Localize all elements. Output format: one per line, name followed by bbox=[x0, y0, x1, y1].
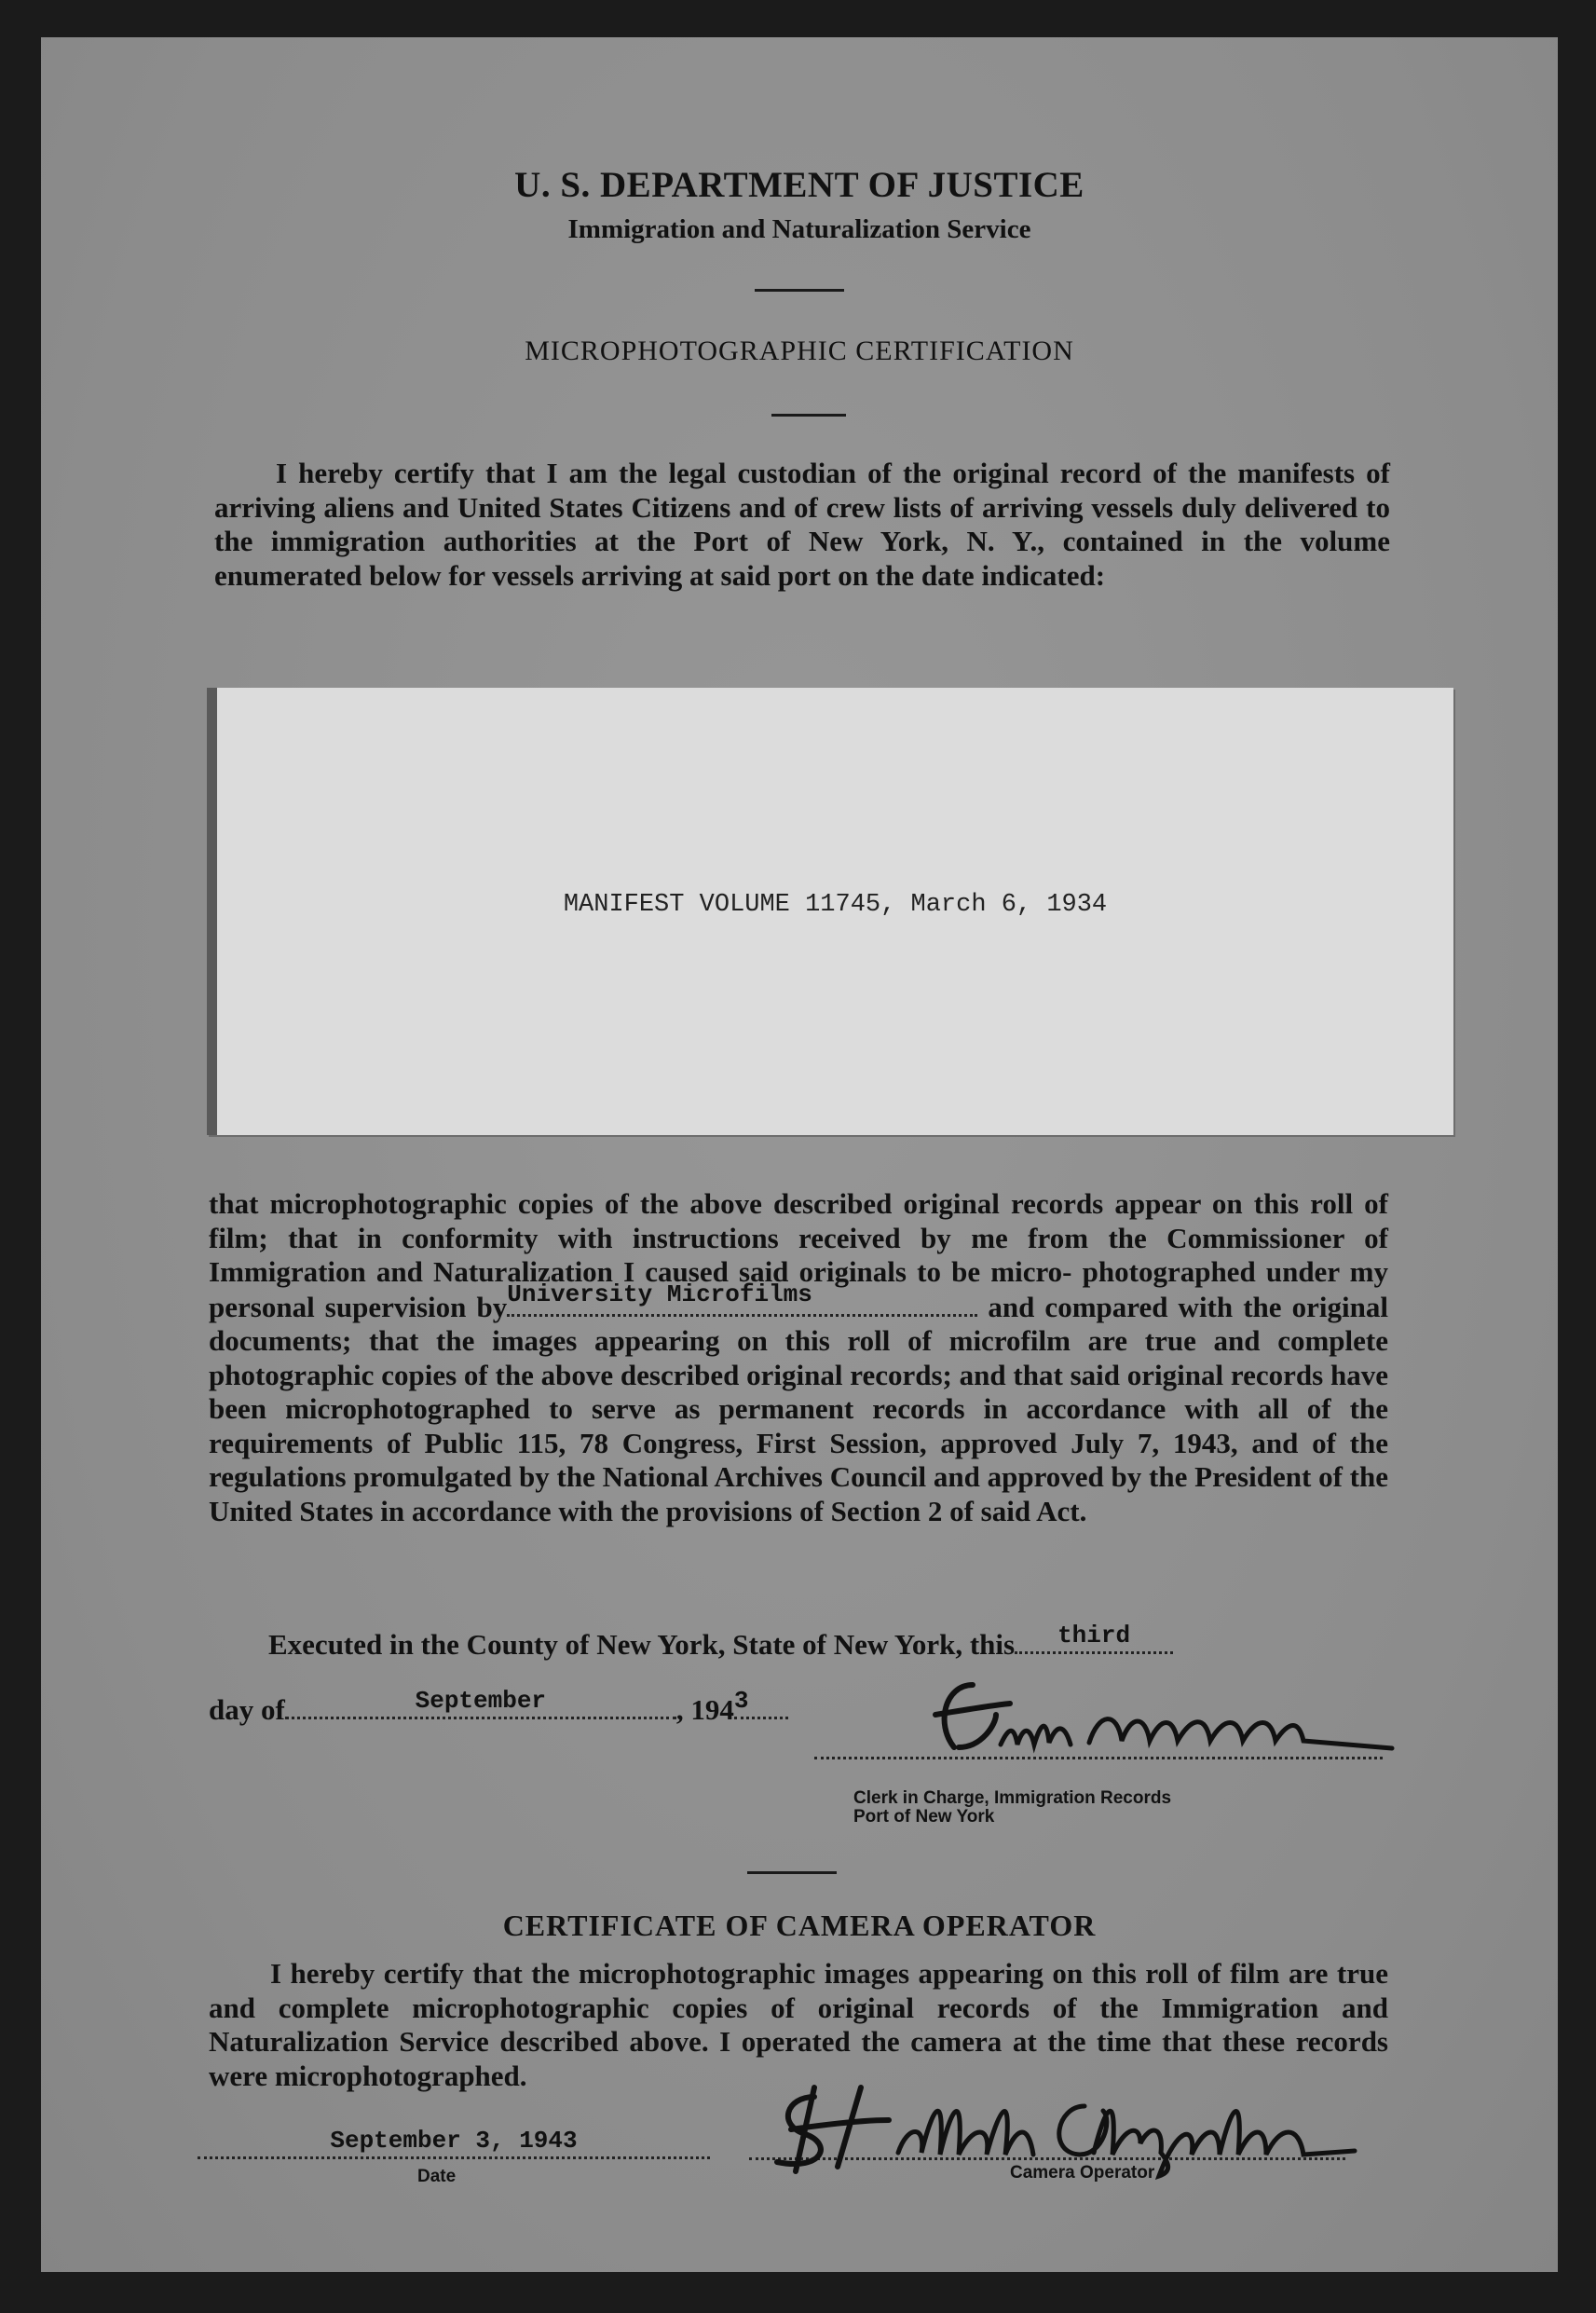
supervision-prefix: photographed under my personal supervision by bbox=[209, 1255, 1388, 1323]
document-subtitle: Immigration and Naturalization Service bbox=[567, 214, 1031, 244]
intro-paragraph: I hereby certify that I am the legal custodian of the original record of the manifests of arriving aliens and United States Citizens and of crew lists of arriving vessels duly delivered to the immigration authorities at the Port of New York, N. Y., contained in the volume enumerated below for vessels arriving at said port on the date indicated: bbox=[214, 457, 1390, 592]
date-value: September 3, 1943 bbox=[330, 2127, 578, 2155]
camera-certificate-paragraph: I hereby certify that the microphotographic images appearing on this roll of film are true and complete microphotographic copies of original records of the Immigration and Naturalization Service described above. I operated the camera at the time that these records were microphotographed. bbox=[209, 1957, 1388, 2092]
camera-certificate-heading: CERTIFICATE OF CAMERA OPERATOR bbox=[502, 1909, 1097, 1942]
body-rest-text: and compared with the original documents; that the images appearing on this roll of microfilm are true and complete photographic copies of the above described original records; and that said original records have been microphotographed to serve as permanent records in accordance with all of the requirements of Public 115, 78 Congress, First Session, approved July 7, 1943, and of the regulations promulgated by the National Archives Council and approved by the President of the United States in accordance with the provisions of Section 2 of said Act. bbox=[209, 1290, 1389, 1527]
execution-prefix: Executed in the County of New York, State of New York, this bbox=[268, 1628, 1016, 1661]
supervisor-value: University Microfilms bbox=[507, 1280, 812, 1308]
year-prefix: , 194 bbox=[675, 1693, 734, 1726]
month-value: September bbox=[415, 1687, 547, 1715]
section-heading: MICROPHOTOGRAPHIC CERTIFICATION bbox=[525, 335, 1074, 366]
supervisor-field bbox=[507, 1280, 977, 1317]
divider bbox=[771, 414, 846, 417]
date-line bbox=[209, 1687, 788, 1727]
execution-line bbox=[268, 1622, 1173, 1662]
clerk-label bbox=[853, 1789, 1171, 1827]
document-title: U. S. DEPARTMENT OF JUSTICE bbox=[514, 165, 1084, 205]
day-value: third bbox=[1057, 1622, 1131, 1649]
manifest-card bbox=[207, 688, 1453, 1135]
operator-label: Camera Operator bbox=[1010, 2163, 1155, 2183]
divider bbox=[755, 289, 844, 292]
clerk-signature bbox=[907, 1659, 1429, 1771]
year-field bbox=[733, 1687, 788, 1719]
manifest-text: MANIFEST VOLUME 11745, March 6, 1934 bbox=[563, 891, 1108, 919]
day-of-label: day of bbox=[209, 1693, 285, 1726]
body-paragraph bbox=[209, 1187, 1388, 1528]
year-value: 3 bbox=[733, 1687, 749, 1715]
month-field bbox=[285, 1687, 676, 1719]
day-field bbox=[1015, 1622, 1173, 1654]
date-label: Date bbox=[417, 2167, 457, 2186]
certificate-page bbox=[41, 37, 1558, 2272]
date-field bbox=[198, 2125, 710, 2159]
clerk-location: Port of New York bbox=[853, 1807, 995, 1827]
clerk-title: Clerk in Charge, Immigration Records bbox=[853, 1788, 1172, 1808]
divider bbox=[747, 1871, 837, 1874]
body-lead-text: that microphotographic copies of the above described original records appear on this roll of film; that in conformity with instructions received by me from the Commissioner of Immigration and Naturalization I caused said originals to be micro- bbox=[209, 1187, 1388, 1288]
